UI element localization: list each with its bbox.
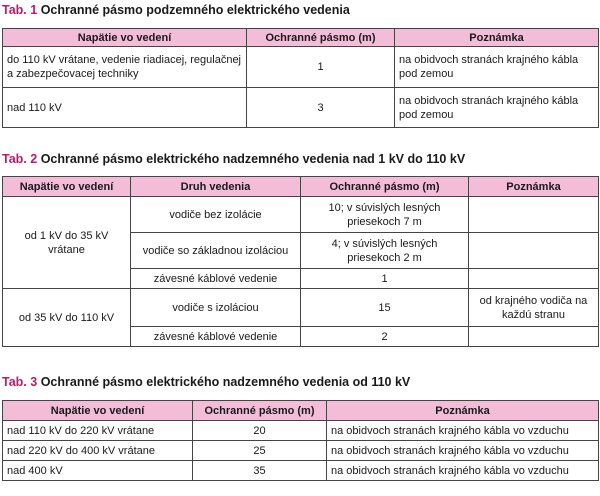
- table-row: [3, 441, 599, 461]
- tab3-cell-note: na obidvoch stranách krajného kábla vo vzduchu: [327, 421, 599, 441]
- tab2-cell-zone: 4; v súvislých lesných priesekoch 2 m: [301, 233, 469, 269]
- tab1-table: [2, 28, 599, 128]
- table-row: [3, 47, 599, 88]
- tab1-header-voltage: Napätie vo vedení: [3, 29, 247, 47]
- tab2-cell-type: závesné káblové vedenie: [131, 327, 301, 347]
- tab1-cell-zone: 1: [247, 47, 395, 88]
- tab2-title: Ochranné pásmo elektrického nadzemného vedenia nad 1 kV do 110 kV: [40, 152, 466, 166]
- tab2-header-note: Poznámka: [469, 177, 599, 197]
- tab1-header-row: [3, 29, 599, 47]
- tab2-table: [2, 176, 599, 347]
- tab2-cell-note: [469, 197, 599, 233]
- tab1-header-note: Poznámka: [395, 29, 599, 47]
- tab1-caption: [2, 3, 350, 17]
- tab1-cell-note: na obidvoch stranách krajného kábla pod zemou: [395, 88, 599, 128]
- tab3-cell-zone: 35: [193, 461, 327, 481]
- tab3-cell-note: na obidvoch stranách krajného kábla vo vzduchu: [327, 461, 599, 481]
- tab1-title: Ochranné pásmo podzemného elektrického vedenia: [40, 3, 350, 17]
- tab2-cell-type: vodiče bez izolácie: [131, 197, 301, 233]
- table-row: [3, 421, 599, 441]
- tab3-title: Ochranné pásmo elektrického nadzemného vedenia od 110 kV: [40, 375, 411, 389]
- tab3-header-zone: Ochranné pásmo (m): [193, 401, 327, 421]
- tab2-header-zone: Ochranné pásmo (m): [301, 177, 469, 197]
- tab3-header-row: [3, 401, 599, 421]
- tab2-cell-type: vodiče s izoláciou: [131, 289, 301, 327]
- tab1-cell-note: na obidvoch stranách krajného kábla pod zemou: [395, 47, 599, 88]
- tab3-cell-voltage: nad 110 kV do 220 kV vrátane: [3, 421, 193, 441]
- tab2-cell-zone: 15: [301, 289, 469, 327]
- tab3-header-note: Poznámka: [327, 401, 599, 421]
- tab3-header-voltage: Napätie vo vedení: [3, 401, 193, 421]
- tab2-cell-note: [469, 269, 599, 289]
- tab2-cell-voltage: od 35 kV do 110 kV: [3, 289, 131, 347]
- tab2-cell-note: [469, 233, 599, 269]
- tab1-cell-voltage: do 110 kV vrátane, vedenie riadiacej, regulačnej a zabezpečovacej techniky: [3, 47, 247, 88]
- tab2-cell-zone: 2: [301, 327, 469, 347]
- tab2-cell-note: [469, 327, 599, 347]
- tab2-cell-type: vodiče so základnou izoláciou: [131, 233, 301, 269]
- tab3-cell-voltage: nad 220 kV do 400 kV vrátane: [3, 441, 193, 461]
- tab2-cell-type: závesné káblové vedenie: [131, 269, 301, 289]
- tab1-number: Tab. 1: [2, 3, 38, 17]
- tab1-header-zone: Ochranné pásmo (m): [247, 29, 395, 47]
- tab3-caption: [2, 375, 410, 389]
- table-row: [3, 461, 599, 481]
- tab2-header-voltage: Napätie vo vedení: [3, 177, 131, 197]
- tab3-table: [2, 400, 599, 481]
- tab2-header-type: Druh vedenia: [131, 177, 301, 197]
- table-row: [3, 197, 599, 233]
- tab3-cell-zone: 25: [193, 441, 327, 461]
- tab3-cell-zone: 20: [193, 421, 327, 441]
- tab3-cell-voltage: nad 400 kV: [3, 461, 193, 481]
- tab3-cell-note: na obidvoch stranách krajného kábla vo vzduchu: [327, 441, 599, 461]
- tab2-cell-note: od krajného vodiča na každú stranu: [469, 289, 599, 327]
- tab2-number: Tab. 2: [2, 152, 38, 166]
- tab2-cell-zone: 1: [301, 269, 469, 289]
- tab1-cell-voltage: nad 110 kV: [3, 88, 247, 128]
- tab1-cell-zone: 3: [247, 88, 395, 128]
- tab2-caption: [2, 152, 465, 166]
- table-row: [3, 289, 599, 327]
- tab2-header-row: [3, 177, 599, 197]
- tab2-cell-voltage: od 1 kV do 35 kV vrátane: [3, 197, 131, 289]
- table-row: [3, 88, 599, 128]
- tab2-cell-zone: 10; v súvislých lesných priesekoch 7 m: [301, 197, 469, 233]
- tab3-number: Tab. 3: [2, 375, 38, 389]
